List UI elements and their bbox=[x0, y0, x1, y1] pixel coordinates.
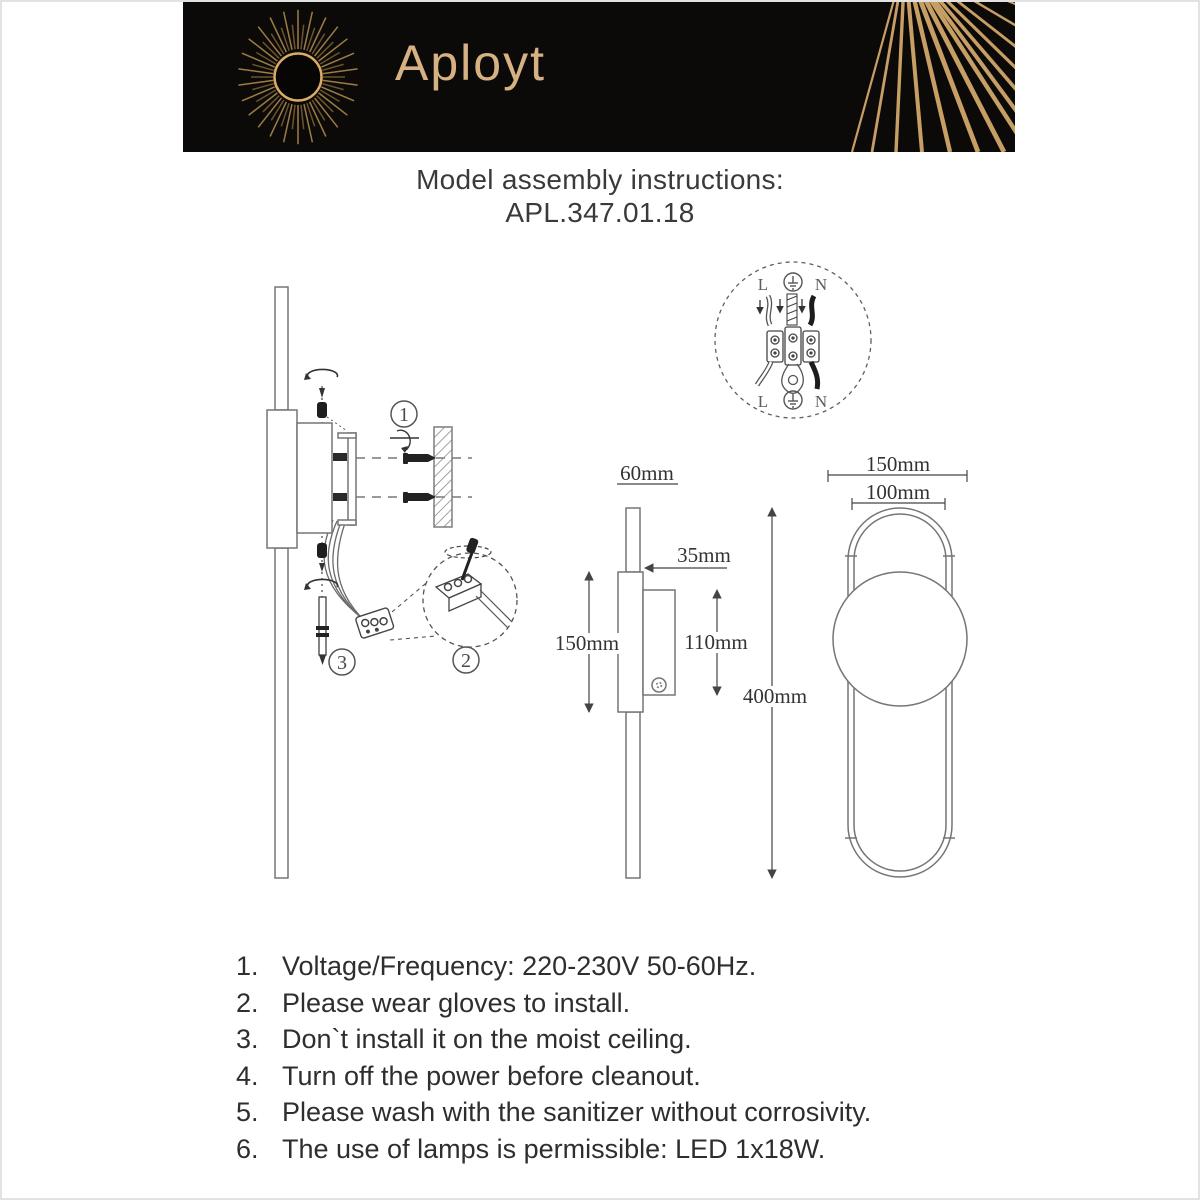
item-number: 6. bbox=[236, 1133, 259, 1164]
front-view-dimensions bbox=[828, 452, 967, 510]
list-item bbox=[236, 988, 1016, 1025]
side-view-diagram bbox=[618, 508, 675, 878]
item-number: 3. bbox=[236, 1024, 259, 1055]
step-2-label: 2 bbox=[461, 650, 471, 672]
wall bbox=[434, 427, 452, 527]
list-item bbox=[236, 1061, 1016, 1098]
brand-logo-text: Aployt bbox=[395, 35, 546, 91]
item-number: 1. bbox=[236, 951, 259, 981]
step-1-label: 1 bbox=[399, 404, 409, 426]
item-text: Please wear gloves to install. bbox=[282, 987, 631, 1018]
dim-body-height: 150mm bbox=[554, 631, 620, 655]
rotate-screw-icon bbox=[390, 430, 419, 453]
magnifier-detail bbox=[390, 537, 517, 647]
step-3-label: 3 bbox=[337, 652, 347, 674]
list-item bbox=[236, 951, 1016, 988]
mounting-guide-lines bbox=[356, 458, 472, 497]
earth-wire bbox=[787, 294, 797, 325]
page-title: Model assembly instructions: bbox=[416, 164, 784, 195]
wall-bracket bbox=[333, 433, 356, 525]
neutral-label-top: N bbox=[814, 275, 828, 294]
list-item bbox=[236, 1097, 1016, 1134]
model-number: APL.347.01.18 bbox=[505, 197, 695, 228]
item-text: The use of lamps is permissible: LED 1x18W. bbox=[282, 1133, 826, 1164]
item-text: Voltage/Frequency: 220-230V 50-60Hz. bbox=[282, 951, 757, 981]
terminal-block-small bbox=[355, 607, 394, 638]
mount-plate bbox=[297, 423, 332, 533]
wall-anchor-icons bbox=[403, 453, 436, 503]
lamp-rod-bottom bbox=[275, 548, 288, 878]
item-number: 2. bbox=[236, 987, 259, 1018]
dim-wall-offset: 35mm bbox=[677, 543, 731, 567]
front-view-diagram bbox=[833, 508, 967, 877]
item-text: Turn off the power before cleanout. bbox=[282, 1060, 701, 1091]
wires bbox=[324, 520, 371, 627]
item-text: Don`t install it on the moist ceiling. bbox=[282, 1024, 692, 1055]
wiring-diagram bbox=[715, 262, 871, 418]
list-item bbox=[236, 1024, 1016, 1061]
top-screw-icon bbox=[304, 369, 338, 418]
item-text: Please wash with the sanitizer without corrosivity. bbox=[282, 1097, 872, 1128]
terminal-block bbox=[767, 327, 819, 365]
live-label-top: L bbox=[757, 275, 769, 294]
dim-frame-inner-width: 100mm bbox=[865, 480, 931, 504]
dim-frame-outer-width: 150mm bbox=[865, 452, 931, 476]
rod-bottom bbox=[626, 712, 640, 878]
neutral-wire bbox=[810, 296, 814, 325]
instructions-list bbox=[236, 951, 1016, 1171]
item-number: 5. bbox=[236, 1097, 259, 1128]
body bbox=[618, 572, 643, 712]
bracket bbox=[643, 590, 675, 695]
lamp-body bbox=[267, 410, 297, 548]
dim-bracket-height: 110mm bbox=[684, 630, 748, 654]
earth-icon-top bbox=[784, 273, 802, 291]
lamp-rod-top bbox=[275, 287, 288, 410]
dim-lamp-width: 60mm bbox=[620, 461, 674, 485]
earth-ring-terminal bbox=[782, 364, 804, 393]
live-label-bottom: L bbox=[757, 392, 769, 411]
dim-total-height: 400mm bbox=[742, 684, 808, 708]
item-number: 4. bbox=[236, 1060, 259, 1091]
glass-ball bbox=[833, 572, 967, 706]
rod-top bbox=[626, 508, 640, 572]
assembly-diagram bbox=[267, 287, 517, 878]
list-item bbox=[236, 1134, 1016, 1171]
neutral-label-bottom: N bbox=[814, 392, 828, 411]
side-view-dimensions bbox=[553, 461, 809, 878]
